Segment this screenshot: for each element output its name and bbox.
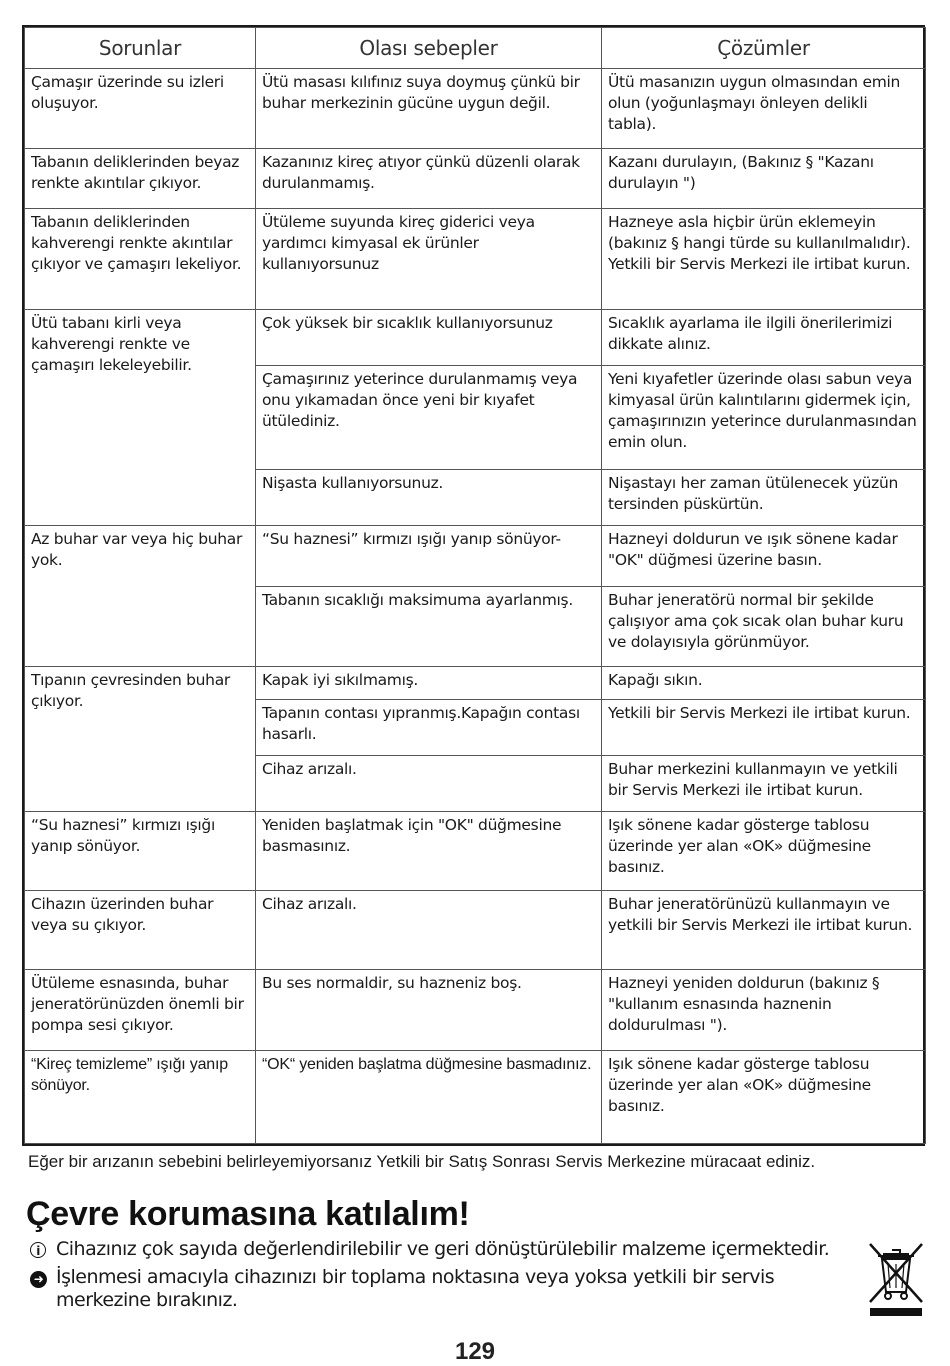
environment-heading: Çevre korumasına katılalım! bbox=[26, 1195, 470, 1233]
troubleshooting-table bbox=[24, 27, 926, 1144]
environment-bullet bbox=[30, 1266, 865, 1312]
solution-cell: Ütü masanızın uygun olmasından emin olun (yoğunlaşmayı önleyen delikli tabla). bbox=[602, 69, 926, 149]
page-number: 129 bbox=[454, 1338, 496, 1365]
problem-cell: Az buhar var veya hiç buhar yok. bbox=[25, 526, 256, 667]
solution-cell: Hazneye asla hiçbir ürün eklemeyin (bakınız § hangi türde su kullanılmalıdır). Yetkili bir Servis Merkezi ile irtibat kurun. bbox=[602, 208, 926, 309]
arrow-right-icon: ➜ bbox=[30, 1271, 47, 1288]
header-causes: Olası sebepler bbox=[256, 28, 602, 69]
cause-cell: Tapanın contası yıpranmış.Kapağın contası hasarlı. bbox=[256, 699, 602, 756]
solution-cell: Nişastayı her zaman ütülenecek yüzün tersinden püskürtün. bbox=[602, 469, 926, 526]
table-row bbox=[25, 526, 926, 587]
solution-cell: Yeni kıyafetler üzerinde olası sabun veya kimyasal ürün kalıntılarını gidermek için, çamaşırınızın yeterince durulanmasından emin olun. bbox=[602, 365, 926, 469]
table-row bbox=[25, 208, 926, 309]
solution-cell: Kazanı durulayın, (Bakınız § "Kazanı durulayın ") bbox=[602, 148, 926, 208]
table-row bbox=[25, 1050, 926, 1143]
cause-cell: Nişasta kullanıyorsunuz. bbox=[256, 469, 602, 526]
solution-cell: Buhar jeneratörü normal bir şekilde çalışıyor ama çok sıcak olan buhar kuru ve dolayısıyla görünmüyor. bbox=[602, 587, 926, 667]
table-row bbox=[25, 969, 926, 1050]
solution-cell: Yetkili bir Servis Merkezi ile irtibat kurun. bbox=[602, 699, 926, 756]
solution-cell: Buhar merkezini kullanmayın ve yetkili bir Servis Merkezi ile irtibat kurun. bbox=[602, 756, 926, 812]
cause-cell: Çok yüksek bir sıcaklık kullanıyorsunuz bbox=[256, 309, 602, 365]
cause-cell: “OK“ yeniden başlatma düğmesine basmadınız. bbox=[256, 1050, 602, 1143]
cause-cell: Çamaşırınız yeterince durulanmamış veya onu yıkamadan önce yeni bir kıyafet ütülediniz. bbox=[256, 365, 602, 469]
solution-cell: Sıcaklık ayarlama ile ilgili önerilerimizi dikkate alınız. bbox=[602, 309, 926, 365]
cause-cell: Cihaz arızalı. bbox=[256, 756, 602, 812]
solution-cell: Kapağı sıkın. bbox=[602, 667, 926, 699]
problem-cell: Cihazın üzerinden buhar veya su çıkıyor. bbox=[25, 890, 256, 969]
table-row bbox=[25, 667, 926, 699]
solution-cell: Hazneyi doldurun ve ışık sönene kadar "OK" düğmesi üzerine basın. bbox=[602, 526, 926, 587]
cause-cell: Yeniden başlatmak için "OK" düğmesine basmasınız. bbox=[256, 811, 602, 890]
table-row bbox=[25, 69, 926, 149]
table-header-row bbox=[25, 28, 926, 69]
table-row bbox=[25, 811, 926, 890]
problem-cell: Tıpanın çevresinden buhar çıkıyor. bbox=[25, 667, 256, 812]
cause-cell: Kapak iyi sıkılmamış. bbox=[256, 667, 602, 699]
header-solutions: Çözümler bbox=[602, 28, 926, 69]
problem-cell: “Su haznesi” kırmızı ışığı yanıp sönüyor. bbox=[25, 811, 256, 890]
solution-cell: Işık sönene kadar gösterge tablosu üzerinde yer alan «OK» düğmesine basınız. bbox=[602, 811, 926, 890]
solution-cell: Buhar jeneratörünüzü kullanmayın ve yetkili bir Servis Merkezi ile irtibat kurun. bbox=[602, 890, 926, 969]
problem-cell: Çamaşır üzerinde su izleri oluşuyor. bbox=[25, 69, 256, 149]
table-row bbox=[25, 890, 926, 969]
solution-cell: Işık sönene kadar gösterge tablosu üzerinde yer alan «OK» düğmesine basınız. bbox=[602, 1050, 926, 1143]
cause-cell: Bu ses normaldir, su hazneniz boş. bbox=[256, 969, 602, 1050]
header-problems: Sorunlar bbox=[25, 28, 256, 69]
problem-cell: Tabanın deliklerinden kahverengi renkte akıntılar çıkıyor ve çamaşırı lekeliyor. bbox=[25, 208, 256, 309]
service-center-note: Eğer bir arızanın sebebini belirleyemiyorsanız Yetkili bir Satış Sonrası Servis Merkezine müracaat ediniz. bbox=[28, 1152, 816, 1171]
cause-cell: “Su haznesi” kırmızı ışığı yanıp sönüyor- bbox=[256, 526, 602, 587]
environment-bullet bbox=[30, 1238, 865, 1261]
info-icon: i bbox=[30, 1242, 46, 1258]
problem-cell: “Kireç temizleme” ışığı yanıp sönüyor. bbox=[25, 1050, 256, 1143]
cause-cell: Ütüleme suyunda kireç giderici veya yardımcı kimyasal ek ürünler kullanıyorsunuz bbox=[256, 208, 602, 309]
cause-cell: Tabanın sıcaklığı maksimuma ayarlanmış. bbox=[256, 587, 602, 667]
bullet-text: İşlenmesi amacıyla cihazınızı bir toplama noktasına veya yoksa yetkili bir servis merkezine bırakınız. bbox=[56, 1266, 775, 1311]
problem-cell: Tabanın deliklerinden beyaz renkte akıntılar çıkıyor. bbox=[25, 148, 256, 208]
table-row bbox=[25, 309, 926, 365]
crossed-out-wheelie-bin-icon bbox=[866, 1240, 926, 1318]
table-row bbox=[25, 148, 926, 208]
cause-cell: Ütü masası kılıfınız suya doymuş çünkü bir buhar merkezinin gücüne uygun değil. bbox=[256, 69, 602, 149]
problem-cell: Ütüleme esnasında, buhar jeneratörünüzden önemli bir pompa sesi çıkıyor. bbox=[25, 969, 256, 1050]
problem-cell: Ütü tabanı kirli veya kahverengi renkte ve çamaşırı lekeleyebilir. bbox=[25, 309, 256, 526]
troubleshooting-table-container bbox=[22, 25, 925, 1146]
solution-cell: Hazneyi yeniden doldurun (bakınız § "kullanım esnasında haznenin doldurulması "). bbox=[602, 969, 926, 1050]
bullet-text: Cihazınız çok sayıda değerlendirilebilir ve geri dönüştürülebilir malzeme içermektedir. bbox=[56, 1238, 830, 1260]
cause-cell: Kazanınız kireç atıyor çünkü düzenli olarak durulanmamış. bbox=[256, 148, 602, 208]
cause-cell: Cihaz arızalı. bbox=[256, 890, 602, 969]
